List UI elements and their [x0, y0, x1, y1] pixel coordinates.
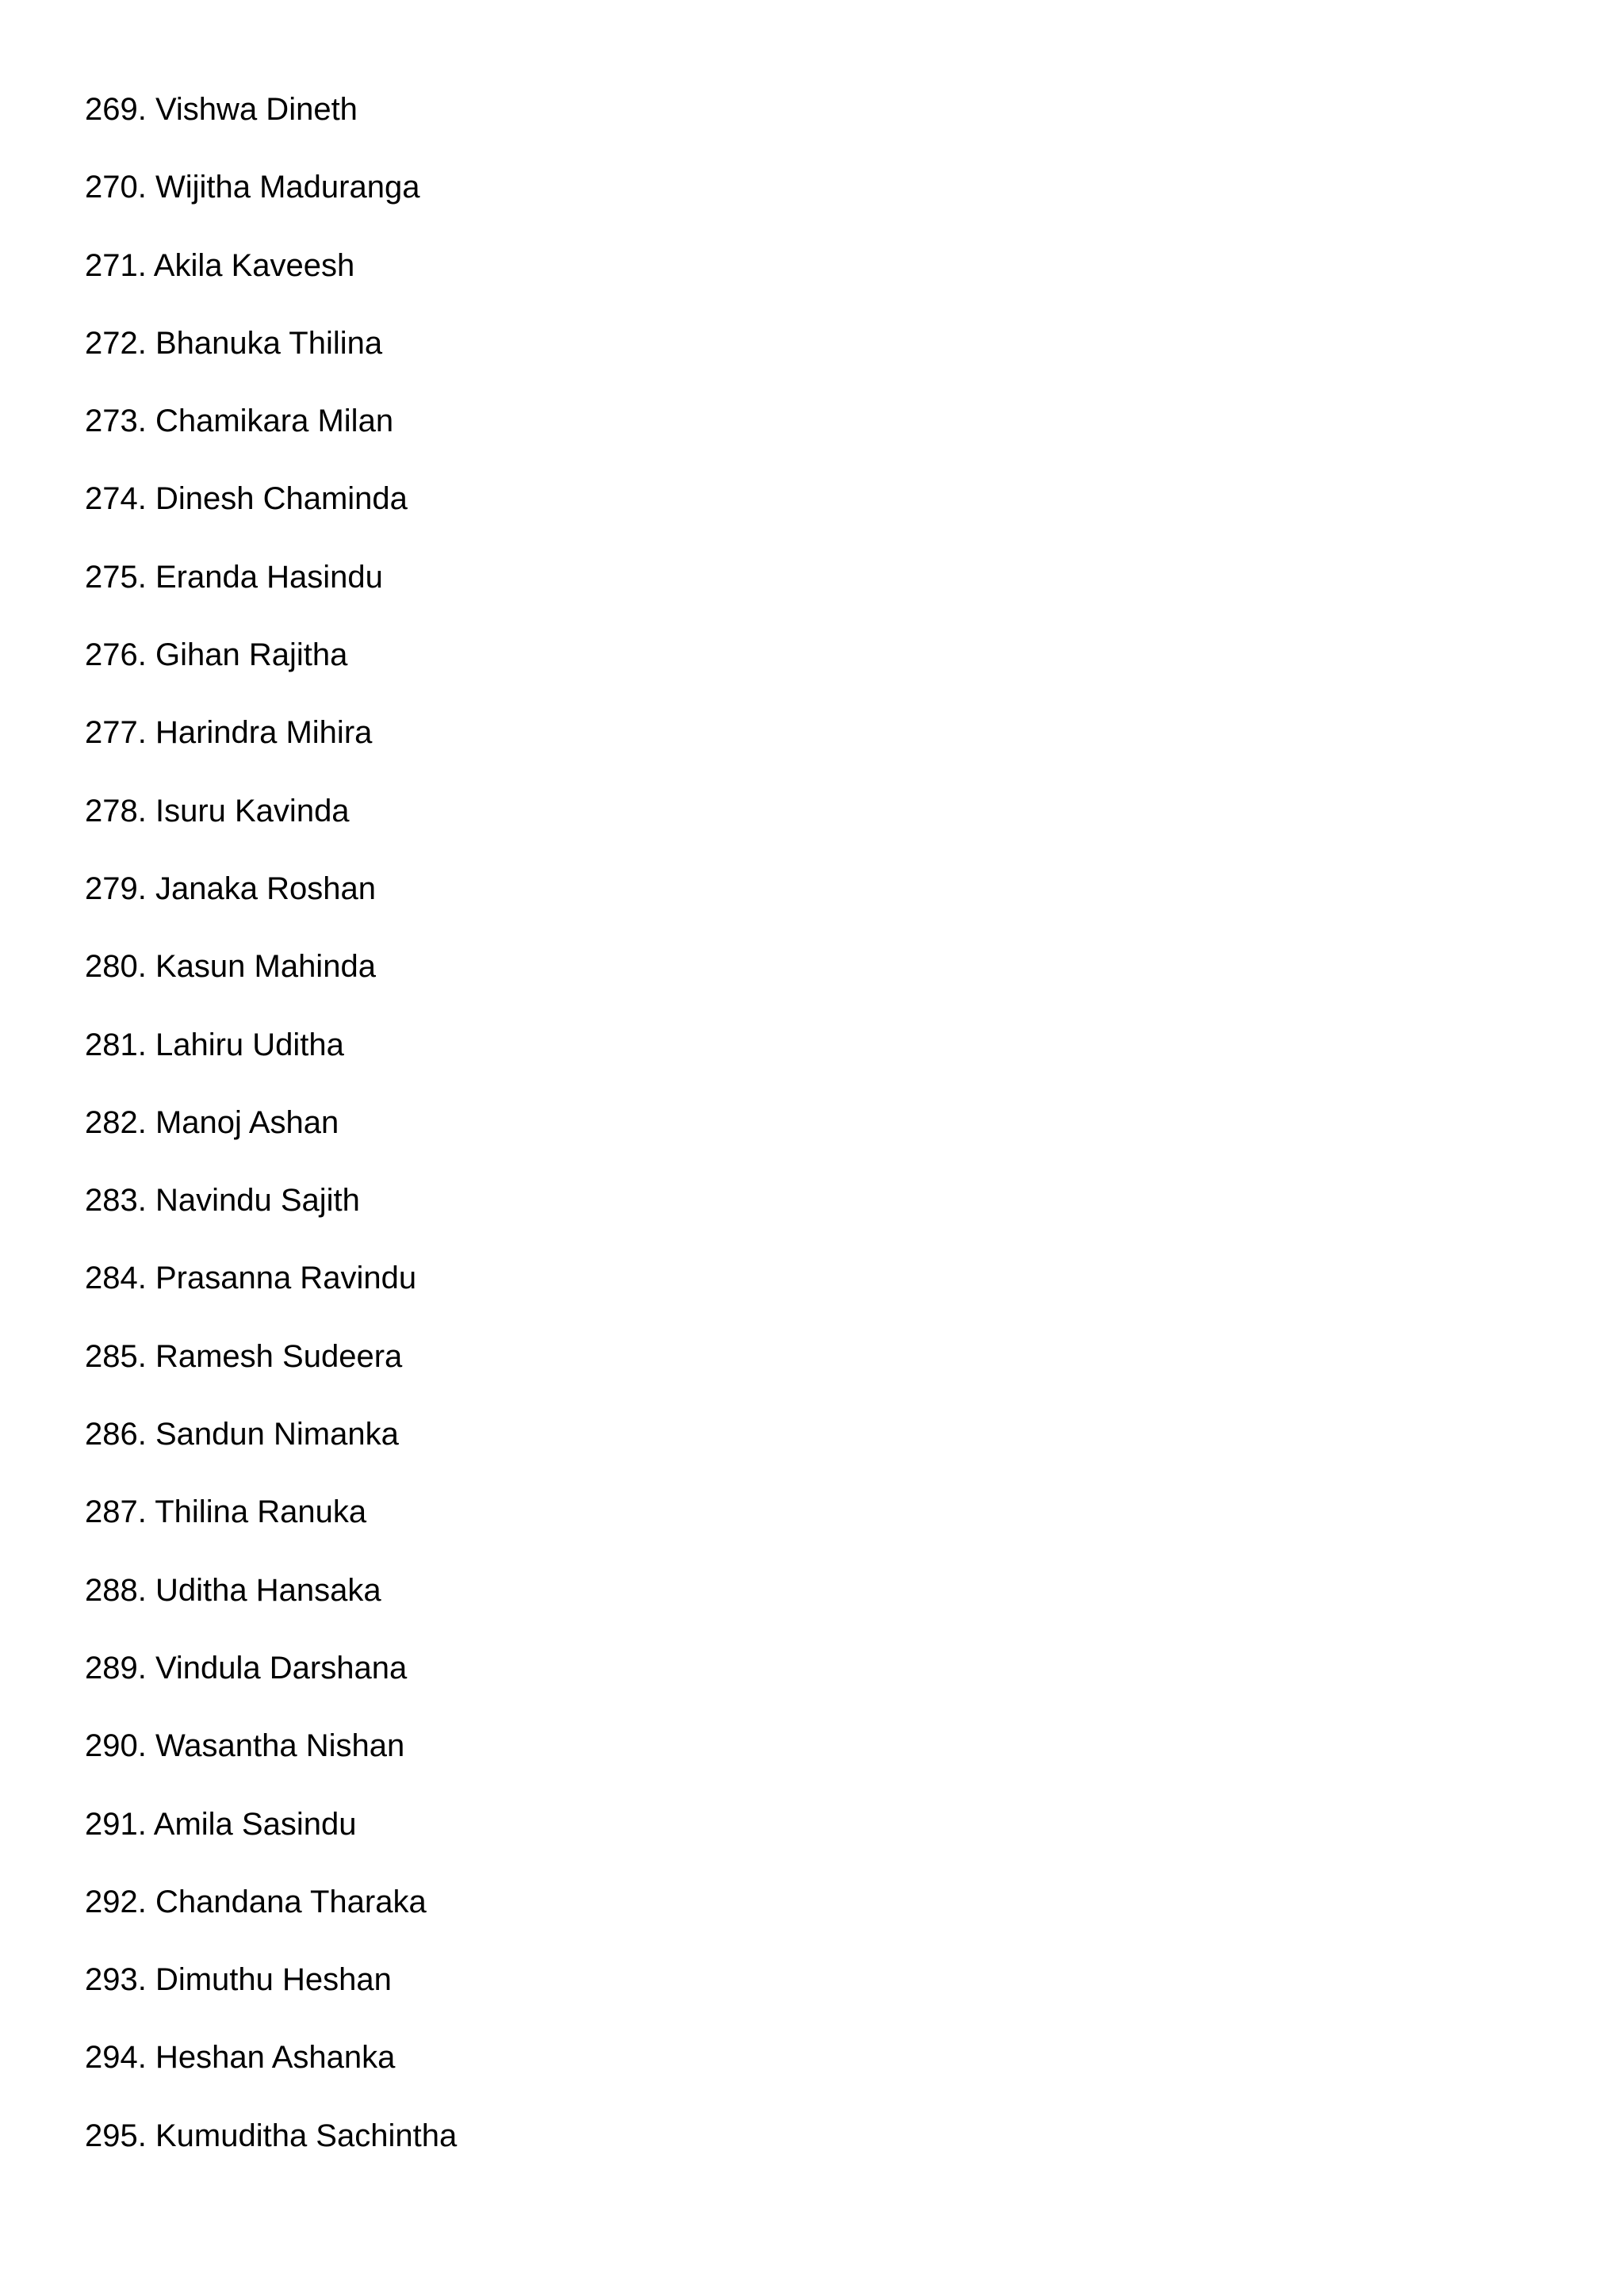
list-item: 294. Heshan Ashanka — [85, 2040, 396, 2076]
list-item: 295. Kumuditha Sachintha — [85, 2118, 458, 2153]
list-item: 281. Lahiru Uditha — [85, 1027, 344, 1062]
list-item: 270. Wijitha Maduranga — [85, 170, 420, 205]
list-item: 273. Chamikara Milan — [85, 404, 394, 439]
list-item: 280. Kasun Mahinda — [85, 949, 376, 985]
list-item: 272. Bhanuka Thilina — [85, 325, 383, 361]
list-item: 279. Janaka Roshan — [85, 871, 376, 906]
name-list — [85, 94, 457, 2198]
list-item: 282. Manoj Ashan — [85, 1104, 339, 1140]
list-item: 288. Uditha Hansaka — [85, 1572, 381, 1608]
list-item: 289. Vindula Darshana — [85, 1650, 408, 1686]
list-item: 269. Vishwa Dineth — [85, 92, 358, 127]
list-item: 284. Prasanna Ravindu — [85, 1261, 417, 1296]
list-item: 287. Thilina Ranuka — [85, 1494, 367, 1530]
list-item: 292. Chandana Tharaka — [85, 1884, 427, 1919]
list-item: 293. Dimuthu Heshan — [85, 1962, 392, 1998]
list-item: 275. Eranda Hasindu — [85, 559, 383, 595]
list-item: 291. Amila Sasindu — [85, 1806, 357, 1842]
list-item: 271. Akila Kaveesh — [85, 247, 355, 283]
list-item: 276. Gihan Rajitha — [85, 637, 348, 673]
list-item: 285. Ramesh Sudeera — [85, 1338, 403, 1374]
list-item: 277. Harindra Mihira — [85, 715, 373, 751]
list-item: 290. Wasantha Nishan — [85, 1728, 405, 1764]
list-item: 283. Navindu Sajith — [85, 1183, 360, 1219]
list-item: 274. Dinesh Chaminda — [85, 481, 408, 517]
list-item: 278. Isuru Kavinda — [85, 793, 350, 828]
list-item: 286. Sandun Nimanka — [85, 1417, 399, 1452]
